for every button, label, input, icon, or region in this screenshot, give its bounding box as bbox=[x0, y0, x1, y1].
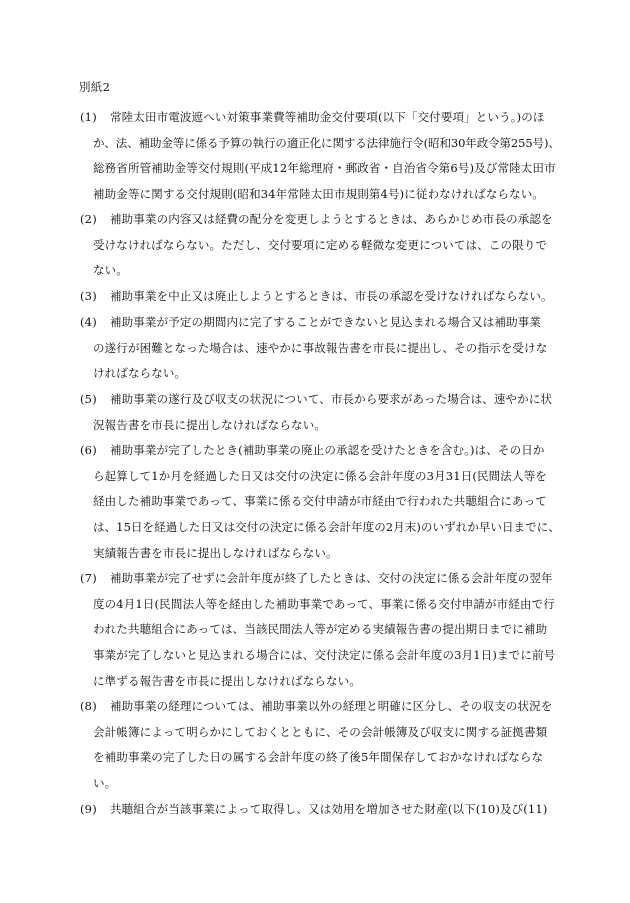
clause-line: 況報告書を市長に提出しなければならない。 bbox=[93, 418, 326, 432]
clause-line: 補助事業の経理については、補助事業以外の経理と明確に区分し、その収支の状況を bbox=[110, 699, 553, 713]
clause-line: ら起算して1か月を経過した日又は交付の決定に係る会計年度の3月31日(民間法人等を bbox=[93, 469, 547, 483]
clause-line: ければならない。 bbox=[93, 366, 187, 380]
clause-number: (7) bbox=[80, 571, 97, 585]
clause-line: の遂行が困難となった場合は、速やかに事故報告書を市長に提出し、その指示を受けな bbox=[93, 341, 548, 355]
clause-line: 補助事業の内容又は経費の配分を変更しようとするときは、あらかじめ市長の承認を bbox=[110, 212, 553, 226]
clause-line: 補助金等に関する交付規則(昭和34年常陸太田市規則第4号)に従わなければならない。 bbox=[93, 187, 545, 201]
clause-line: ない。 bbox=[93, 263, 128, 277]
clause-line: い。 bbox=[93, 776, 117, 790]
clause-number: (9) bbox=[80, 802, 97, 816]
clause-line: 補助事業の遂行及び収支の状況について、市長から要求があった場合は、速やかに状 bbox=[110, 392, 553, 406]
clause-line: 実績報告書を市長に提出しなければならない。 bbox=[93, 546, 338, 560]
clause-line: 度の4月1日(民間法人等を経由した補助事業であって、事業に係る交付申請が市経由で行 bbox=[93, 597, 555, 611]
clause-line: 補助事業を中止又は廃止しようとするときは、市長の承認を受けなければならない。 bbox=[110, 289, 553, 303]
clause-line: か、法、補助金等に係る予算の執行の適正化に関する法律施行令(昭和30年政令第255号)、 bbox=[93, 136, 560, 150]
clause-line: 事業が完了しないと見込まれる場合には、交付決定に係る会計年度の3月1日)までに前号 bbox=[93, 648, 556, 662]
clause-line: 補助事業が予定の期間内に完了することができないと見込まれる場合又は補助事業 bbox=[110, 315, 542, 329]
clause-line: に準ずる報告書を市長に提出しなければならない。 bbox=[93, 674, 361, 688]
clause-number: (5) bbox=[80, 392, 97, 406]
clause-line: 経由した補助事業であって、事業に係る交付申請が市経由で行われた共聴組合にあって bbox=[93, 494, 547, 508]
clause-number: (6) bbox=[80, 443, 97, 457]
clause-line: 会計帳簿によって明らかにしておくとともに、その会計帳簿及び収支に関する証拠書類 bbox=[93, 725, 548, 739]
clause-line: 補助事業が完了せずに会計年度が終了したときは、交付の決定に係る会計年度の翌年 bbox=[110, 571, 553, 585]
clause-number: (3) bbox=[80, 289, 97, 303]
clause-line: 受けなければならない。ただし、交付要項に定める軽微な変更については、この限りで bbox=[93, 238, 548, 252]
clause-line: われた共聴組合にあっては、当該民間法人等が定める実績報告書の提出期日までに補助 bbox=[93, 622, 548, 636]
clause-line: 共聴組合が当該事業によって取得し、又は効用を増加させた財産(以下(10)及び(11) bbox=[110, 802, 548, 816]
clause-line: 補助事業が完了したとき(補助事業の廃止の承認を受けたときを含む。)は、その日か bbox=[110, 443, 545, 457]
clause-number: (1) bbox=[80, 110, 97, 124]
clause-line: は、15日を経過した日又は交付の決定に係る会計年度の2月末)のいずれか早い日までに、 bbox=[93, 520, 560, 534]
clause-line: を補助事業の完了した日の属する会計年度の終了後5年間保存しておかなければならな bbox=[93, 750, 544, 764]
clause-number: (2) bbox=[80, 212, 97, 226]
clause-number: (8) bbox=[80, 699, 97, 713]
clause-line: 常陸太田市電波遮へい対策事業費等補助金交付要項(以下「交付要項」という。)のほ bbox=[110, 110, 545, 124]
attachment-heading: 別紙2 bbox=[79, 80, 111, 94]
clause-line: 総務省所管補助金等交付規則(平成12年総理府・郵政省・自治省令第6号)及び常陸太田市 bbox=[93, 161, 556, 175]
clause-number: (4) bbox=[80, 315, 97, 329]
